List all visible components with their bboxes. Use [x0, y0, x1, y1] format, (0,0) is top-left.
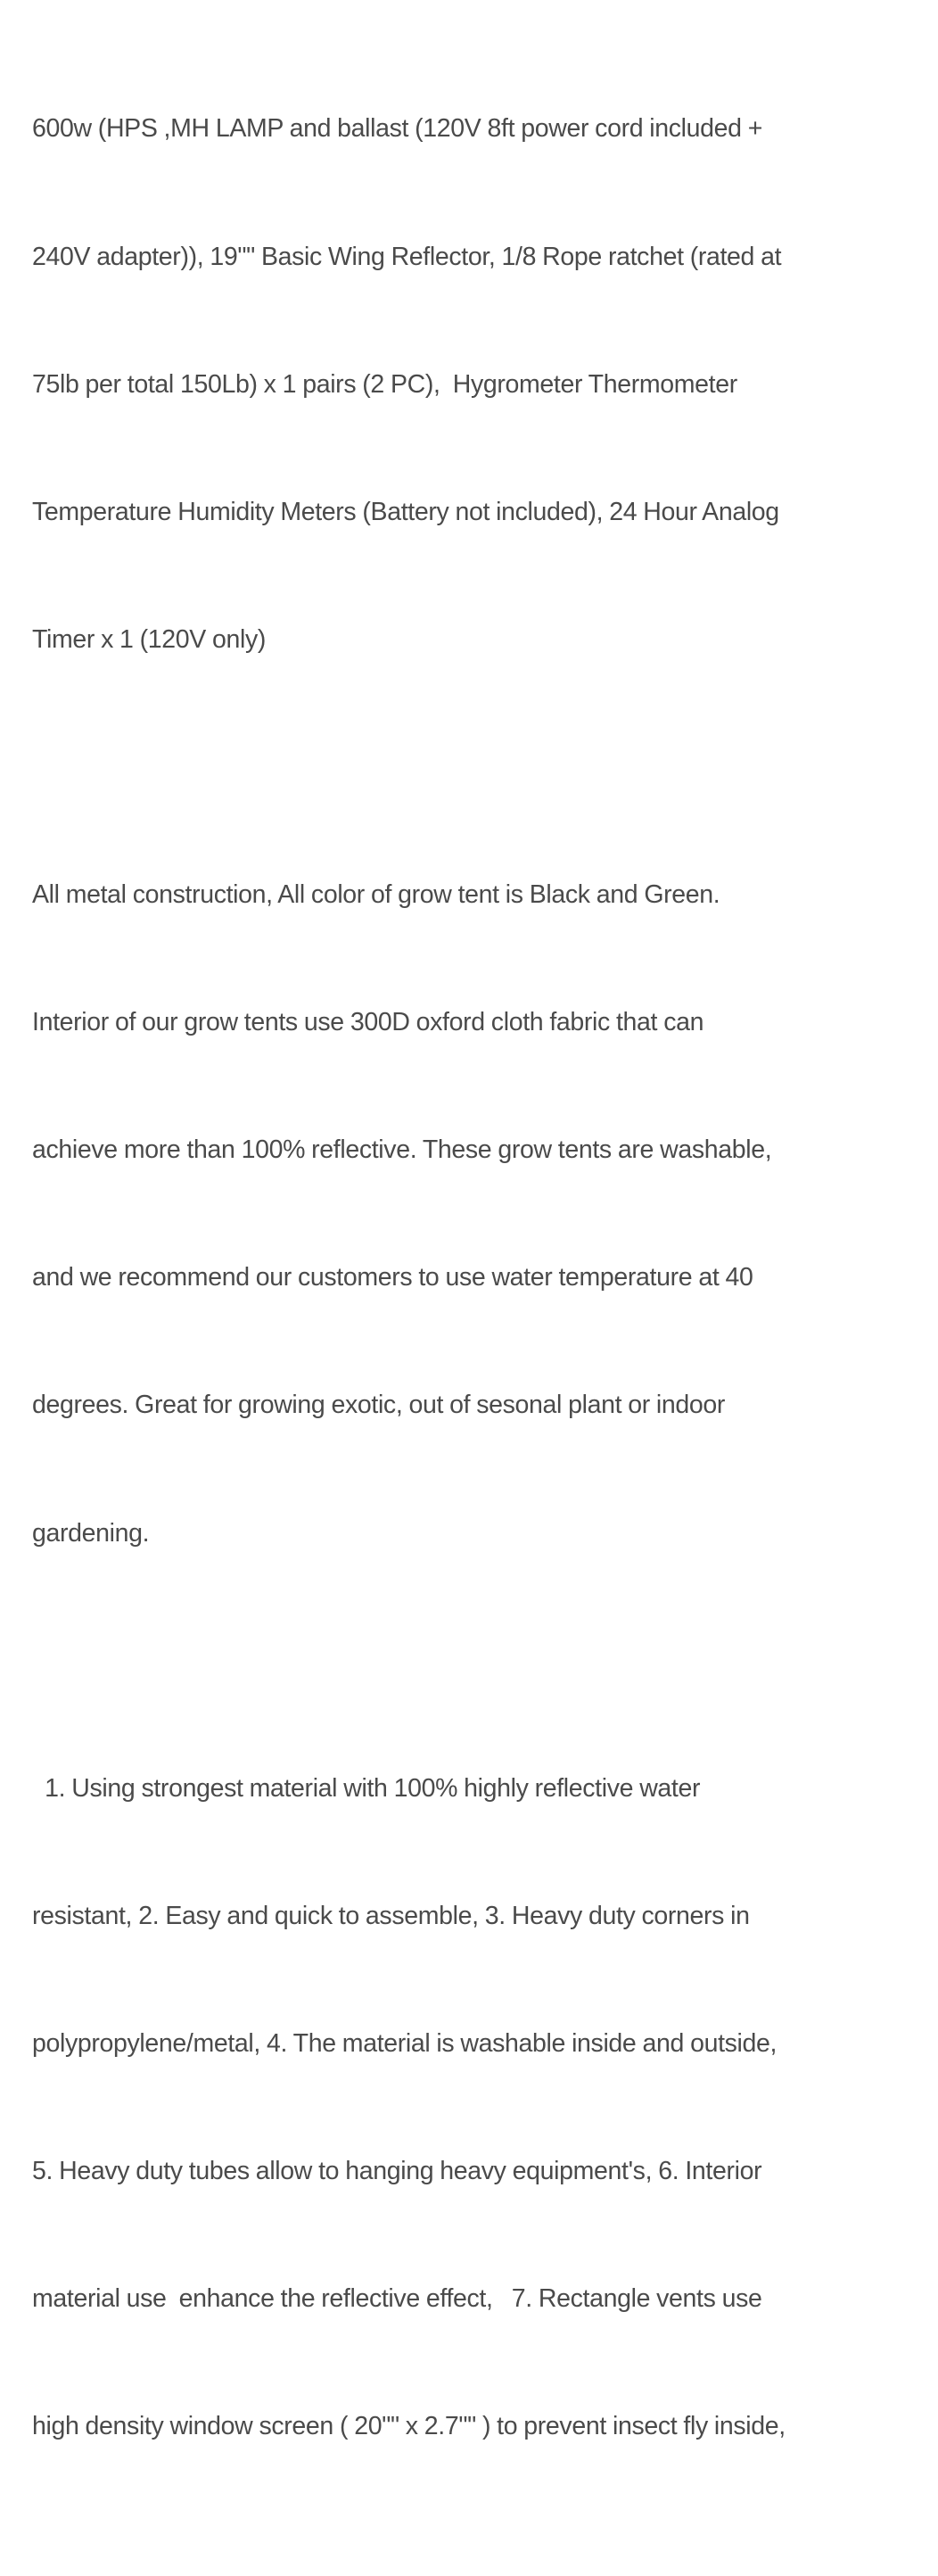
text-line: Interior of our grow tents use 300D oxford cloth fabric that can — [32, 1008, 704, 1037]
text-line: degrees. Great for growing exotic, out of sesonal plant or indoor — [32, 1391, 726, 1420]
text-line: resistant, 2. Easy and quick to assemble, 3. Heavy duty corners in — [32, 1901, 750, 1930]
text-line: material use enhance the reflective effect, 7. Rectangle vents use — [32, 2284, 762, 2314]
text-line: All metal construction, All color of grow tent is Black and Green. — [32, 880, 720, 910]
product-description — [32, 23, 924, 2576]
text-line: gardening. — [32, 1518, 150, 1548]
text-line: polypropylene/metal, 4. The material is washable inside and outside, — [32, 2029, 778, 2059]
text-line: 5. Heavy duty tubes allow to hanging heavy equipment's, 6. Interior — [32, 2157, 762, 2186]
paragraph-construction — [32, 789, 924, 1640]
paragraph-features — [32, 1682, 924, 2533]
text-line: Temperature Humidity Meters (Battery not included), 24 Hour Analog — [32, 497, 779, 526]
text-line: high density window screen ( 20"" x 2.7"" ) to prevent insect fly inside, — [32, 2412, 786, 2441]
text-line: 600w (HPS ,MH LAMP and ballast (120V 8ft power cord included + — [32, 114, 763, 144]
text-line: achieve more than 100% reflective. These grow tents are washable, — [32, 1135, 772, 1165]
text-line: 75lb per total 150Lb) x 1 pairs (2 PC), Hygrometer Thermometer — [32, 369, 737, 399]
text-line: 240V adapter)), 19"" Basic Wing Reflector, 1/8 Rope ratchet (rated at — [32, 242, 782, 271]
text-line: 1. Using strongest material with 100% highly reflective water — [32, 1773, 701, 1803]
paragraph-package-contents — [32, 23, 924, 747]
text-line: and we recommend our customers to use water temperature at 40 — [32, 1263, 753, 1292]
text-line: Timer x 1 (120V only) — [32, 624, 267, 654]
